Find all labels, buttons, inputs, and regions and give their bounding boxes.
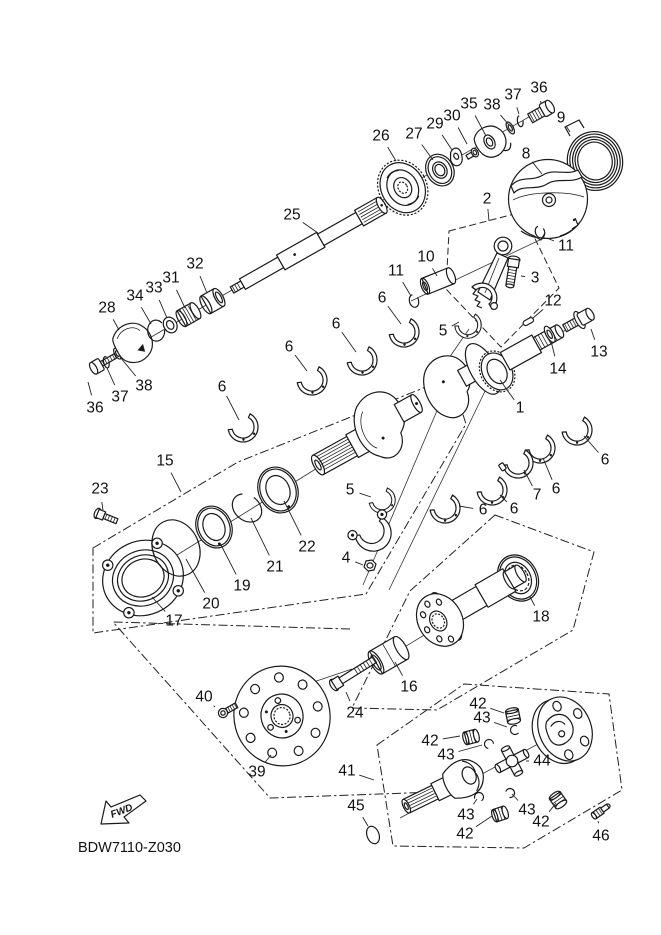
main-bearing-shell-6 xyxy=(346,346,383,381)
part-label-16: 16 xyxy=(400,678,418,696)
leader-line-6 xyxy=(388,306,401,324)
leader-line-3 xyxy=(521,276,525,277)
part-label-9: 9 xyxy=(556,109,566,127)
spider-44 xyxy=(494,745,530,777)
part-label-37: 37 xyxy=(111,388,129,406)
part-label-15: 15 xyxy=(156,452,174,470)
bearing-shells xyxy=(227,313,598,571)
part-label-27: 27 xyxy=(405,125,423,143)
bearing-cap-shell-7 xyxy=(498,447,538,485)
leader-line-6 xyxy=(584,436,598,453)
part-label-24: 24 xyxy=(346,704,364,722)
main-bearing-shell-6 xyxy=(227,413,264,448)
part-label-20: 20 xyxy=(202,595,220,613)
part-label-43: 43 xyxy=(518,801,536,819)
part-label-40: 40 xyxy=(195,688,213,706)
leader-line-43 xyxy=(494,722,507,727)
housing-assembly xyxy=(90,461,305,629)
leader-line-41 xyxy=(359,775,374,780)
part-label-26: 26 xyxy=(372,127,390,145)
bearing-cup-42 xyxy=(490,805,509,822)
part-label-19: 19 xyxy=(233,577,251,595)
part-label-5: 5 xyxy=(345,481,355,499)
leader-line-5 xyxy=(360,493,372,497)
leader-line-31 xyxy=(177,290,186,308)
part-label-10: 10 xyxy=(417,248,435,266)
part-label-38: 38 xyxy=(135,377,153,395)
bearing-cup-42 xyxy=(505,707,521,726)
circlip-11-left xyxy=(408,294,420,309)
part-label-13: 13 xyxy=(590,343,608,361)
balancer-assembly xyxy=(75,78,566,390)
leader-line-20 xyxy=(186,559,205,593)
cap-nut-4 xyxy=(364,560,376,571)
fwd-arrow xyxy=(101,795,146,824)
leader-line-27 xyxy=(422,145,433,161)
leader-line-29 xyxy=(442,135,452,150)
part-label-34: 34 xyxy=(126,287,144,305)
part-label-29: 29 xyxy=(426,115,444,133)
leader-line-43 xyxy=(459,745,483,752)
part-label-22: 22 xyxy=(298,538,316,556)
part-label-37: 37 xyxy=(504,86,522,104)
leader-line-11 xyxy=(403,282,411,296)
leader-line-37 xyxy=(517,107,519,114)
leader-line-2 xyxy=(488,209,489,221)
leader-line-4 xyxy=(355,562,363,565)
part-label-39: 39 xyxy=(248,763,266,781)
part-label-6: 6 xyxy=(217,378,227,396)
part-label-46: 46 xyxy=(592,827,610,845)
part-label-36: 36 xyxy=(530,79,548,97)
leader-line-15 xyxy=(171,473,181,492)
bearing-cup-42 xyxy=(548,790,568,811)
part-label-12: 12 xyxy=(544,292,562,310)
diagram-code: BDW7110-Z030 xyxy=(78,840,181,856)
leader-line-38 xyxy=(500,115,509,125)
part-label-42: 42 xyxy=(469,695,487,713)
part-label-25: 25 xyxy=(283,206,301,224)
leader-line-30 xyxy=(458,128,467,145)
part-label-1: 1 xyxy=(515,399,525,417)
leader-line-43 xyxy=(473,799,477,804)
part-label-42: 42 xyxy=(456,825,474,843)
leader-line-32 xyxy=(200,276,207,293)
leader-line-26 xyxy=(388,147,396,161)
part-label-41: 41 xyxy=(338,762,356,780)
leader-line-42 xyxy=(490,708,504,713)
part-label-6: 6 xyxy=(377,289,387,307)
balancer-shaft-25 xyxy=(228,196,390,298)
part-label-6: 6 xyxy=(331,315,341,333)
leader-line-45 xyxy=(363,817,368,826)
leader-line-25 xyxy=(303,222,318,233)
leader-line-18 xyxy=(530,597,535,606)
bearing-22 xyxy=(251,461,306,520)
leader-line-37 xyxy=(107,368,115,385)
bolt-24 xyxy=(328,654,378,692)
part-label-43: 43 xyxy=(473,709,491,727)
part-label-32: 32 xyxy=(186,255,204,273)
part-label-3: 3 xyxy=(530,269,540,287)
part-label-6: 6 xyxy=(284,338,294,356)
part-label-4: 4 xyxy=(341,549,351,567)
part-label-8: 8 xyxy=(521,145,531,163)
piston-conrod-group xyxy=(408,120,629,309)
part-label-43: 43 xyxy=(437,746,455,764)
bolt-23 xyxy=(93,507,119,526)
leader-line-13 xyxy=(591,329,595,340)
leader-line-6 xyxy=(342,332,356,352)
leader-line-6 xyxy=(295,355,307,371)
collar-16 xyxy=(365,634,412,676)
bearing-19 xyxy=(189,500,238,554)
leader-line-6 xyxy=(459,506,473,508)
main-bearing-shell-6 xyxy=(429,494,466,529)
part-label-18: 18 xyxy=(532,608,550,626)
part-label-28: 28 xyxy=(98,299,116,317)
part-label-6: 6 xyxy=(509,500,519,518)
washer-38-top xyxy=(504,121,516,135)
part-label-17: 17 xyxy=(165,612,183,630)
part-label-36: 36 xyxy=(86,399,104,417)
piston-pin-10 xyxy=(418,267,457,296)
part-label-5: 5 xyxy=(438,322,448,340)
clip-43 xyxy=(509,724,522,737)
clip-43 xyxy=(504,787,516,799)
needle-bearing-31 xyxy=(174,301,203,328)
part-label-23: 23 xyxy=(91,480,109,498)
leader-line-46 xyxy=(598,821,599,823)
part-label-2: 2 xyxy=(482,190,492,208)
leader-line-34 xyxy=(141,307,151,324)
main-bearing-shell-6 xyxy=(388,318,425,353)
main-bearing-shell-6 xyxy=(296,366,333,401)
leader-line-28 xyxy=(113,319,119,330)
part-label-33: 33 xyxy=(145,279,163,297)
bearing-cup-42 xyxy=(462,729,481,746)
part-label-35: 35 xyxy=(460,95,478,113)
clip-43 xyxy=(484,739,494,749)
leader-line-24 xyxy=(346,692,350,701)
leader-line-12 xyxy=(533,309,543,318)
part-label-30: 30 xyxy=(443,107,461,125)
piston-8 xyxy=(509,160,588,241)
leader-line-33 xyxy=(159,300,167,318)
driveshaft-group xyxy=(328,548,550,693)
leader-line-42 xyxy=(443,736,460,739)
ujoint-yoke xyxy=(396,753,490,824)
part-label-31: 31 xyxy=(162,269,180,287)
leader-line-42 xyxy=(476,816,492,827)
leader-line-21 xyxy=(251,518,269,555)
clip-37-top xyxy=(513,114,527,129)
grease-fitting-46 xyxy=(590,802,612,821)
part-label-11: 11 xyxy=(557,237,575,255)
part-label-6: 6 xyxy=(478,501,488,519)
part-label-6: 6 xyxy=(551,480,561,498)
drive-plate-39 xyxy=(223,655,342,776)
part-label-42: 42 xyxy=(532,813,550,831)
fwd-arrow-label: FWD xyxy=(109,802,135,821)
part-label-44: 44 xyxy=(533,752,551,770)
leader-line-6 xyxy=(227,396,239,420)
part-label-11: 11 xyxy=(387,262,405,280)
part-label-42: 42 xyxy=(421,732,439,750)
bolt-36-top xyxy=(526,99,556,124)
conrod-cap xyxy=(346,508,402,561)
collar-32 xyxy=(197,287,227,316)
connecting-rod-2 xyxy=(472,237,512,309)
part-label-7: 7 xyxy=(532,486,542,504)
part-label-14: 14 xyxy=(549,360,567,378)
part-label-21: 21 xyxy=(266,558,284,576)
part-label-6: 6 xyxy=(600,451,610,469)
leader-line-40 xyxy=(214,706,215,707)
part-label-45: 45 xyxy=(347,797,365,815)
leader-line-36 xyxy=(88,382,92,395)
o-ring-45 xyxy=(364,824,381,845)
part-label-38: 38 xyxy=(483,96,501,114)
part-label-43: 43 xyxy=(457,806,475,824)
woodruff-key-12 xyxy=(522,317,534,327)
leader-line-23 xyxy=(102,502,103,510)
crankpin-shell-5 xyxy=(454,313,486,343)
leader-line-19 xyxy=(220,543,236,574)
